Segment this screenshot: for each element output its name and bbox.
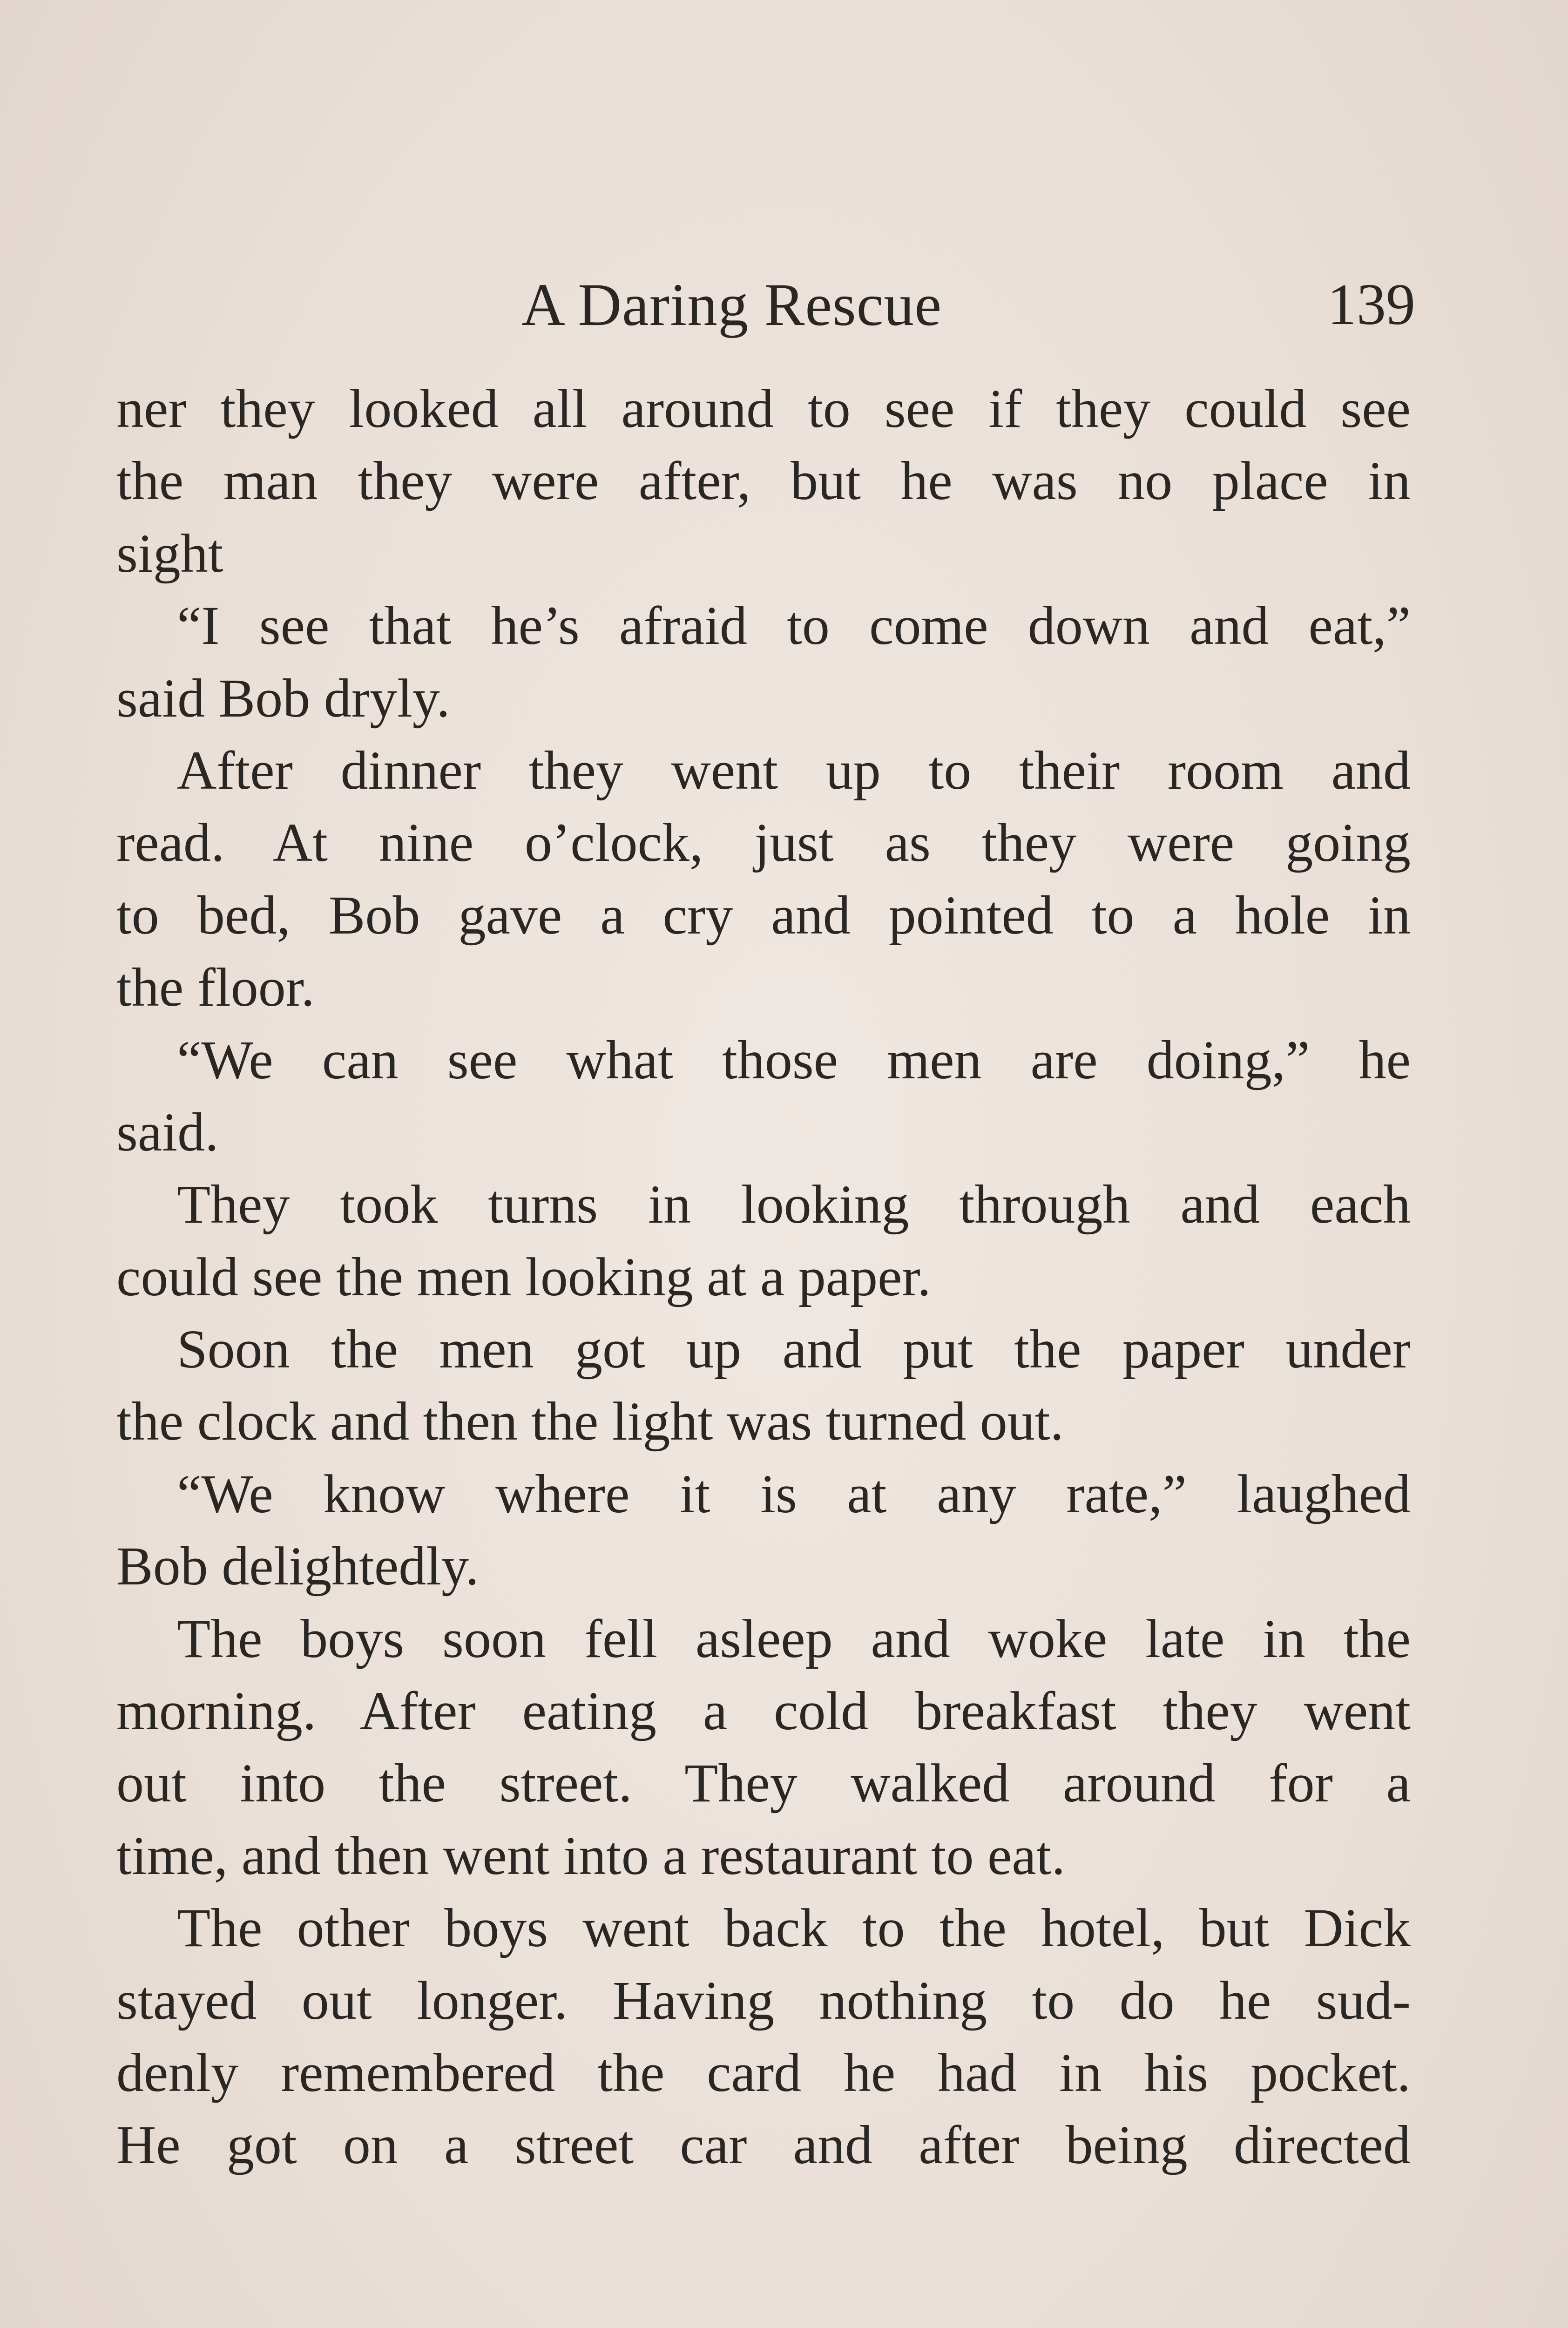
text-line: morning. After eating a cold breakfast they went [116, 1680, 1411, 1742]
text-line: the floor. [116, 957, 315, 1018]
page-header [112, 261, 1415, 349]
text-line: They took turns in looking through and each [177, 1174, 1411, 1235]
text-line: “We know where it is at any rate,” laughed [177, 1463, 1411, 1524]
text-line: the clock and then the light was turned out. [116, 1391, 1064, 1452]
body-text [116, 372, 1411, 2181]
text-line: said Bob dryly. [116, 667, 450, 729]
text-line: “I see that he’s afraid to come down and eat,” [177, 595, 1411, 656]
text-line: He got on a street car and after being directed [116, 2114, 1411, 2176]
text-line: read. At nine o’clock, just as they were going [116, 812, 1411, 873]
text-line: “We can see what those men are doing,” he [177, 1029, 1411, 1090]
running-title: A Daring Rescue [521, 271, 942, 338]
text-line: Bob delightedly. [116, 1536, 479, 1597]
text-line: the man they were after, but he was no place in [116, 450, 1411, 512]
text-line: stayed out longer. Having nothing to do he sud- [116, 1969, 1411, 2031]
text-line: ner they looked all around to see if they could see [116, 378, 1411, 439]
text-line: could see the men looking at a paper. [116, 1246, 931, 1307]
text-line: After dinner they went up to their room and [177, 739, 1411, 801]
text-line: time, and then went into a restaurant to eat. [116, 1825, 1066, 1886]
text-line: Soon the men got up and put the paper under [177, 1319, 1411, 1380]
text-line: out into the street. They walked around for a [116, 1753, 1411, 1814]
text-line: said. [116, 1101, 219, 1163]
text-line: to bed, Bob gave a cry and pointed to a hole in [116, 884, 1411, 946]
text-line: sight [116, 522, 223, 584]
text-line: denly remembered the card he had in his pocket. [116, 2042, 1411, 2103]
text-line: The boys soon fell asleep and woke late in the [177, 1608, 1411, 1669]
text-line: The other boys went back to the hotel, but Dick [177, 1897, 1411, 1959]
page-number: 139 [1327, 272, 1415, 337]
